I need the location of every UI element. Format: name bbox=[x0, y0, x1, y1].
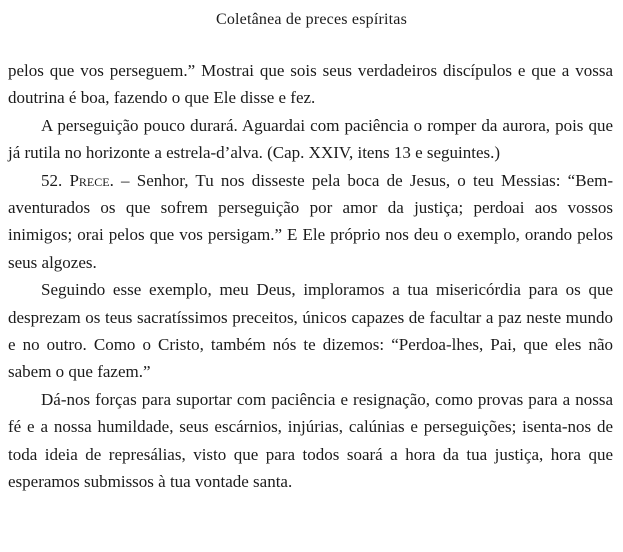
paragraph-strength: Dá-nos forças para suportar com paciência e resignação, como provas para a nossa fé e a nossa humildade, seus escárnios, injúrias, calúnias e perseguições; isenta-nos de toda ideia de represálias, visto que para todos soará a hora da tua justiça, hora que esperamos submissos à tua vontade santa. bbox=[8, 389, 613, 492]
paragraph-prayer-52 bbox=[8, 167, 613, 277]
prayer-label-smallcaps: Prece bbox=[69, 170, 110, 190]
running-header: Coletânea de preces espíritas bbox=[215, 11, 408, 28]
paragraph-mercy: Seguindo esse exemplo, meu Deus, imploramos a tua misericórdia para os que desprezam os teus sacratíssimos preceitos, únicos capazes de facultar a paz neste mundo e no outro. Como o Cristo, também nós te dizemos: “Perdoa-lhes, Pai, que eles não sabem o que fazem.” bbox=[8, 280, 613, 382]
page-body bbox=[0, 57, 623, 496]
prayer-number: 52. bbox=[41, 170, 70, 190]
paragraph-continuation: pelos que vos perseguem.” Mostrai que sois seus verdadeiros discípulos e que a vossa doutrina é boa, fazendo o que Ele disse e fez. bbox=[8, 61, 613, 108]
paragraph-persecution: A perseguição pouco durará. Aguardai com paciência o romper da aurora, pois que já rutila no horizonte a estrela-d’alva. (Cap. XXIV, itens 13 e seguintes.) bbox=[8, 115, 613, 163]
prayer-text: . – Senhor, Tu nos disseste pela boca de Jesus, o teu Messias: “Bem-aventurados os que sofrem perseguição por amor da justiça; perdoai aos vossos inimigos; orai pelos que vos persigam.” E Ele próprio nos deu o exemplo, orando pelos seus algozes. bbox=[8, 170, 614, 272]
